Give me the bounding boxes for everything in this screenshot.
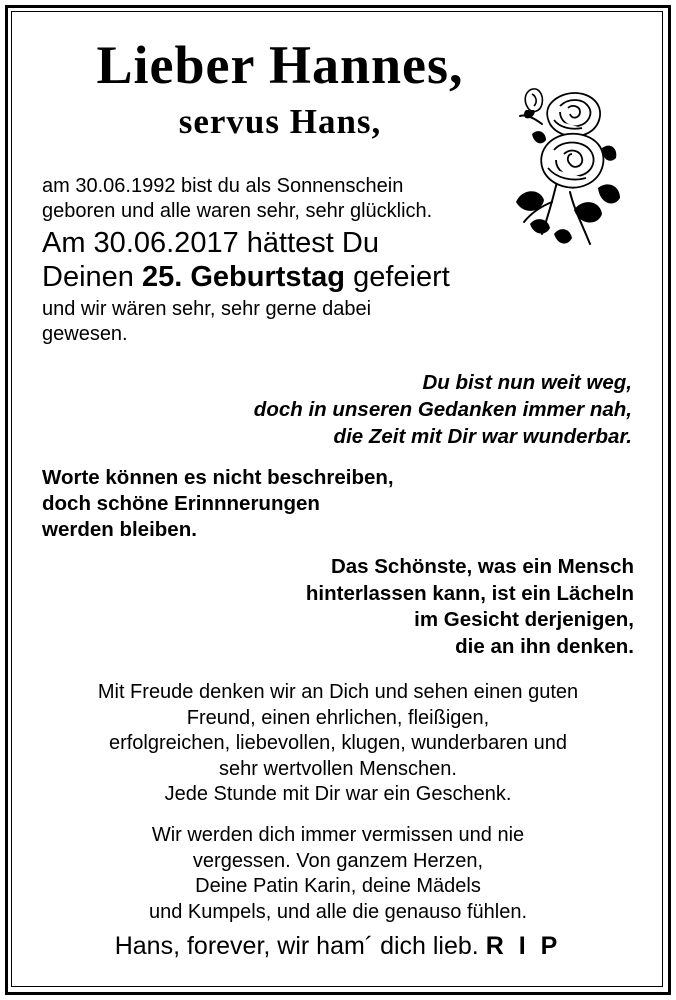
paragraph-line: Freund, einen ehrlichen, fleißigen, — [186, 706, 490, 729]
rip-text: R I P — [485, 932, 562, 960]
quote-words — [42, 465, 394, 543]
quote-line: Du bist nun weit weg, — [422, 371, 632, 394]
birthday-prefix: Deinen — [42, 261, 142, 293]
quote-smile — [306, 554, 634, 660]
quote-line: Das Schönste, was ein Mensch — [330, 555, 634, 578]
page-subtitle: servus Hans, — [178, 102, 382, 141]
paragraph-line: vergessen. Von ganzem Herzen, — [192, 849, 484, 872]
quote-line: die Zeit mit Dir war wunderbar. — [333, 425, 632, 448]
paragraph-joy — [20, 680, 656, 808]
birthday-highlight: 25. Geburtstag — [141, 261, 346, 293]
paragraph-line: Deine Patin Karin, deine Mädels — [195, 875, 481, 897]
paragraph-line: Mit Freude denken wir an Dich und sehen einen guten — [97, 681, 579, 703]
quote-line: hinterlassen kann, ist ein Lächeln — [305, 581, 634, 605]
closing-line — [20, 929, 656, 963]
quote-far-away — [254, 369, 632, 450]
intro-line: geboren und alle waren sehr, sehr glücklich. — [42, 200, 433, 222]
quote-line: die an ihn denken. — [455, 634, 634, 658]
paragraph-line: erfolgreichen, liebevollen, klugen, wunderbaren und — [108, 732, 568, 754]
quote-line: doch schöne Erinnnerungen — [42, 492, 320, 515]
paragraph-line: Jede Stunde mit Dir war ein Geschenk. — [164, 783, 512, 805]
closing-text: Hans, forever, wir ham´ dich lieb. — [114, 932, 486, 960]
quote-line: doch in unseren Gedanken immer nah, — [253, 398, 632, 421]
birthday-line-1: Am 30.06.2017 hättest Du — [42, 227, 379, 259]
birthday-suffix: gefeiert — [345, 261, 450, 293]
paragraph-line: Wir werden dich immer vermissen und nie — [151, 824, 525, 846]
after-line: gewesen. — [42, 323, 128, 345]
quote-line: im Gesicht derjenigen, — [414, 608, 634, 631]
paragraph-line: sehr wertvollen Menschen. — [219, 757, 457, 780]
quote-line: werden bleiben. — [42, 518, 197, 541]
quote-line: Worte können es nicht beschreiben, — [42, 466, 394, 489]
page-title: Lieber Hannes, — [96, 35, 464, 95]
after-text — [42, 297, 371, 347]
birthday-line-2 — [42, 260, 450, 294]
intro-text — [42, 174, 432, 224]
paragraph-line: und Kumpels, und alle die genauso fühlen. — [148, 900, 528, 923]
intro-line: am 30.06.1992 bist du als Sonnenschein — [42, 175, 404, 197]
birthday-text — [42, 226, 450, 294]
rose-icon — [512, 84, 622, 250]
paragraph-miss — [20, 823, 656, 925]
after-line: und wir wären sehr, sehr gerne dabei — [42, 298, 372, 320]
